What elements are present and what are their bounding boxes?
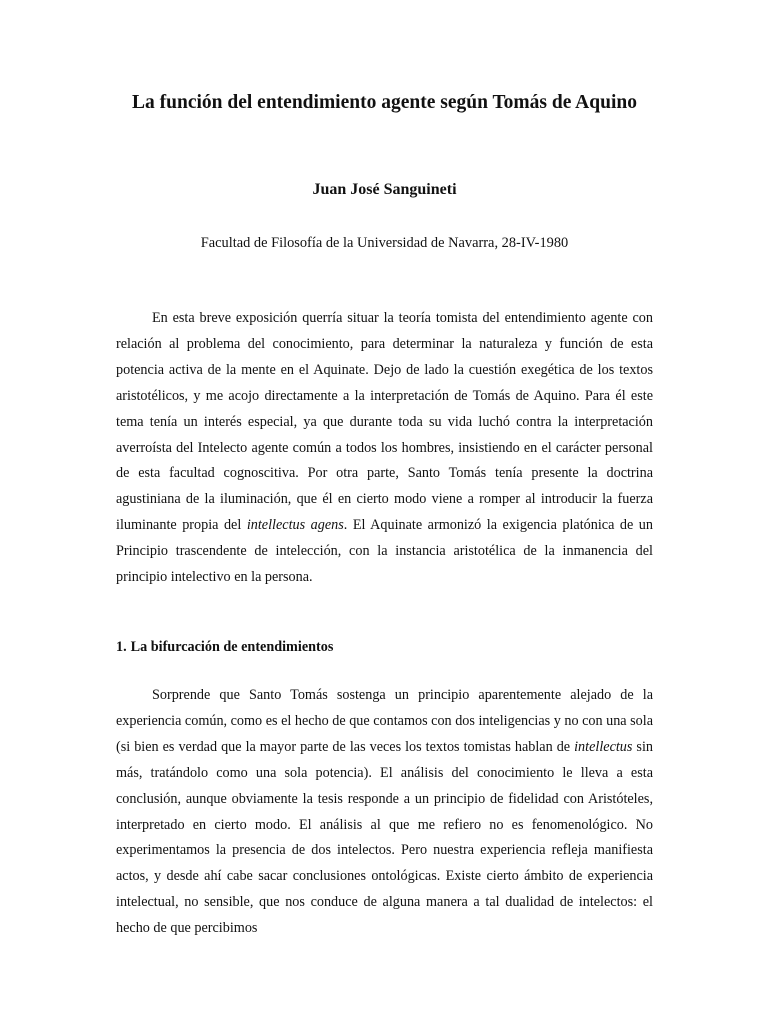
paragraph-text: sin más, tratándolo como una sola potencia). El análisis del conocimiento le lleva a esta conclusión, aunque obviamente la tesis responde a un principio de fidelidad con Aristóteles, interpretado en cierto modo. El análisis al que me refiero no es fenomenológico. No experimentamos la presencia de dos intelectos. Pero nuestra experiencia refleja manifiesta actos, y desde ahí cabe sacar conclusiones ontológicas. Existe cierto ámbito de experiencia intelectual, no sensible, que nos conduce de alguna manera a tal dualidad de intelectos: el hecho de que percibimos [116,738,653,937]
author-affiliation: Facultad de Filosofía de la Universidad de Navarra, 28-IV-1980 [200,235,569,251]
author-name: Juan José Sanguineti [312,181,457,198]
emphasis-term: intellectus agens [246,517,344,534]
paragraph-text: . El Aquinate armonizó la exigencia platónica de un Principio trascendente de intelección, con la instancia aristotélica de la inmanencia del principio intelectivo en la persona. [116,517,653,586]
paragraph-section-1 [116,683,653,942]
paragraph-text: Sorprende que Santo Tomás sostenga un principio aparentemente alejado de la experiencia común, como es el hecho de que contamos con dos inteligencias y no con una sola (si bien es verdad que la mayor parte de las veces los textos tomistas hablan de [116,687,653,755]
document-title: La función del entendimiento agente según Tomás de Aquino [132,92,637,113]
emphasis-term: intellectus [574,738,633,755]
paragraph-introduction [116,306,653,591]
section-heading [116,635,333,659]
section-title: La bifurcación de entendimientos [130,639,334,655]
document-page [116,0,653,1024]
paragraph-text: En esta breve exposición querría situar la teoría tomista del entendimiento agente con relación al problema del conocimiento, para determinar la naturaleza y función de esta potencia activa de la mente en el Aquinate. Dejo de lado la cuestión exegética de los textos aristotélicos, y me acojo directamente a la interpretación de Tomás de Aquino. Para él este tema tenía un interés especial, ya que durante toda su vida luchó contra la interpretación averroísta del Intelecto agente común a todos los hombres, insistiendo en el carácter personal de esta facultad cognoscitiva. Por otra parte, Santo Tomás tenía presente la doctrina agustiniana de la iluminación, que él en cierto modo viene a romper al introducir la fuerza iluminante propia del [116,310,653,534]
section-number: 1. [116,639,127,655]
